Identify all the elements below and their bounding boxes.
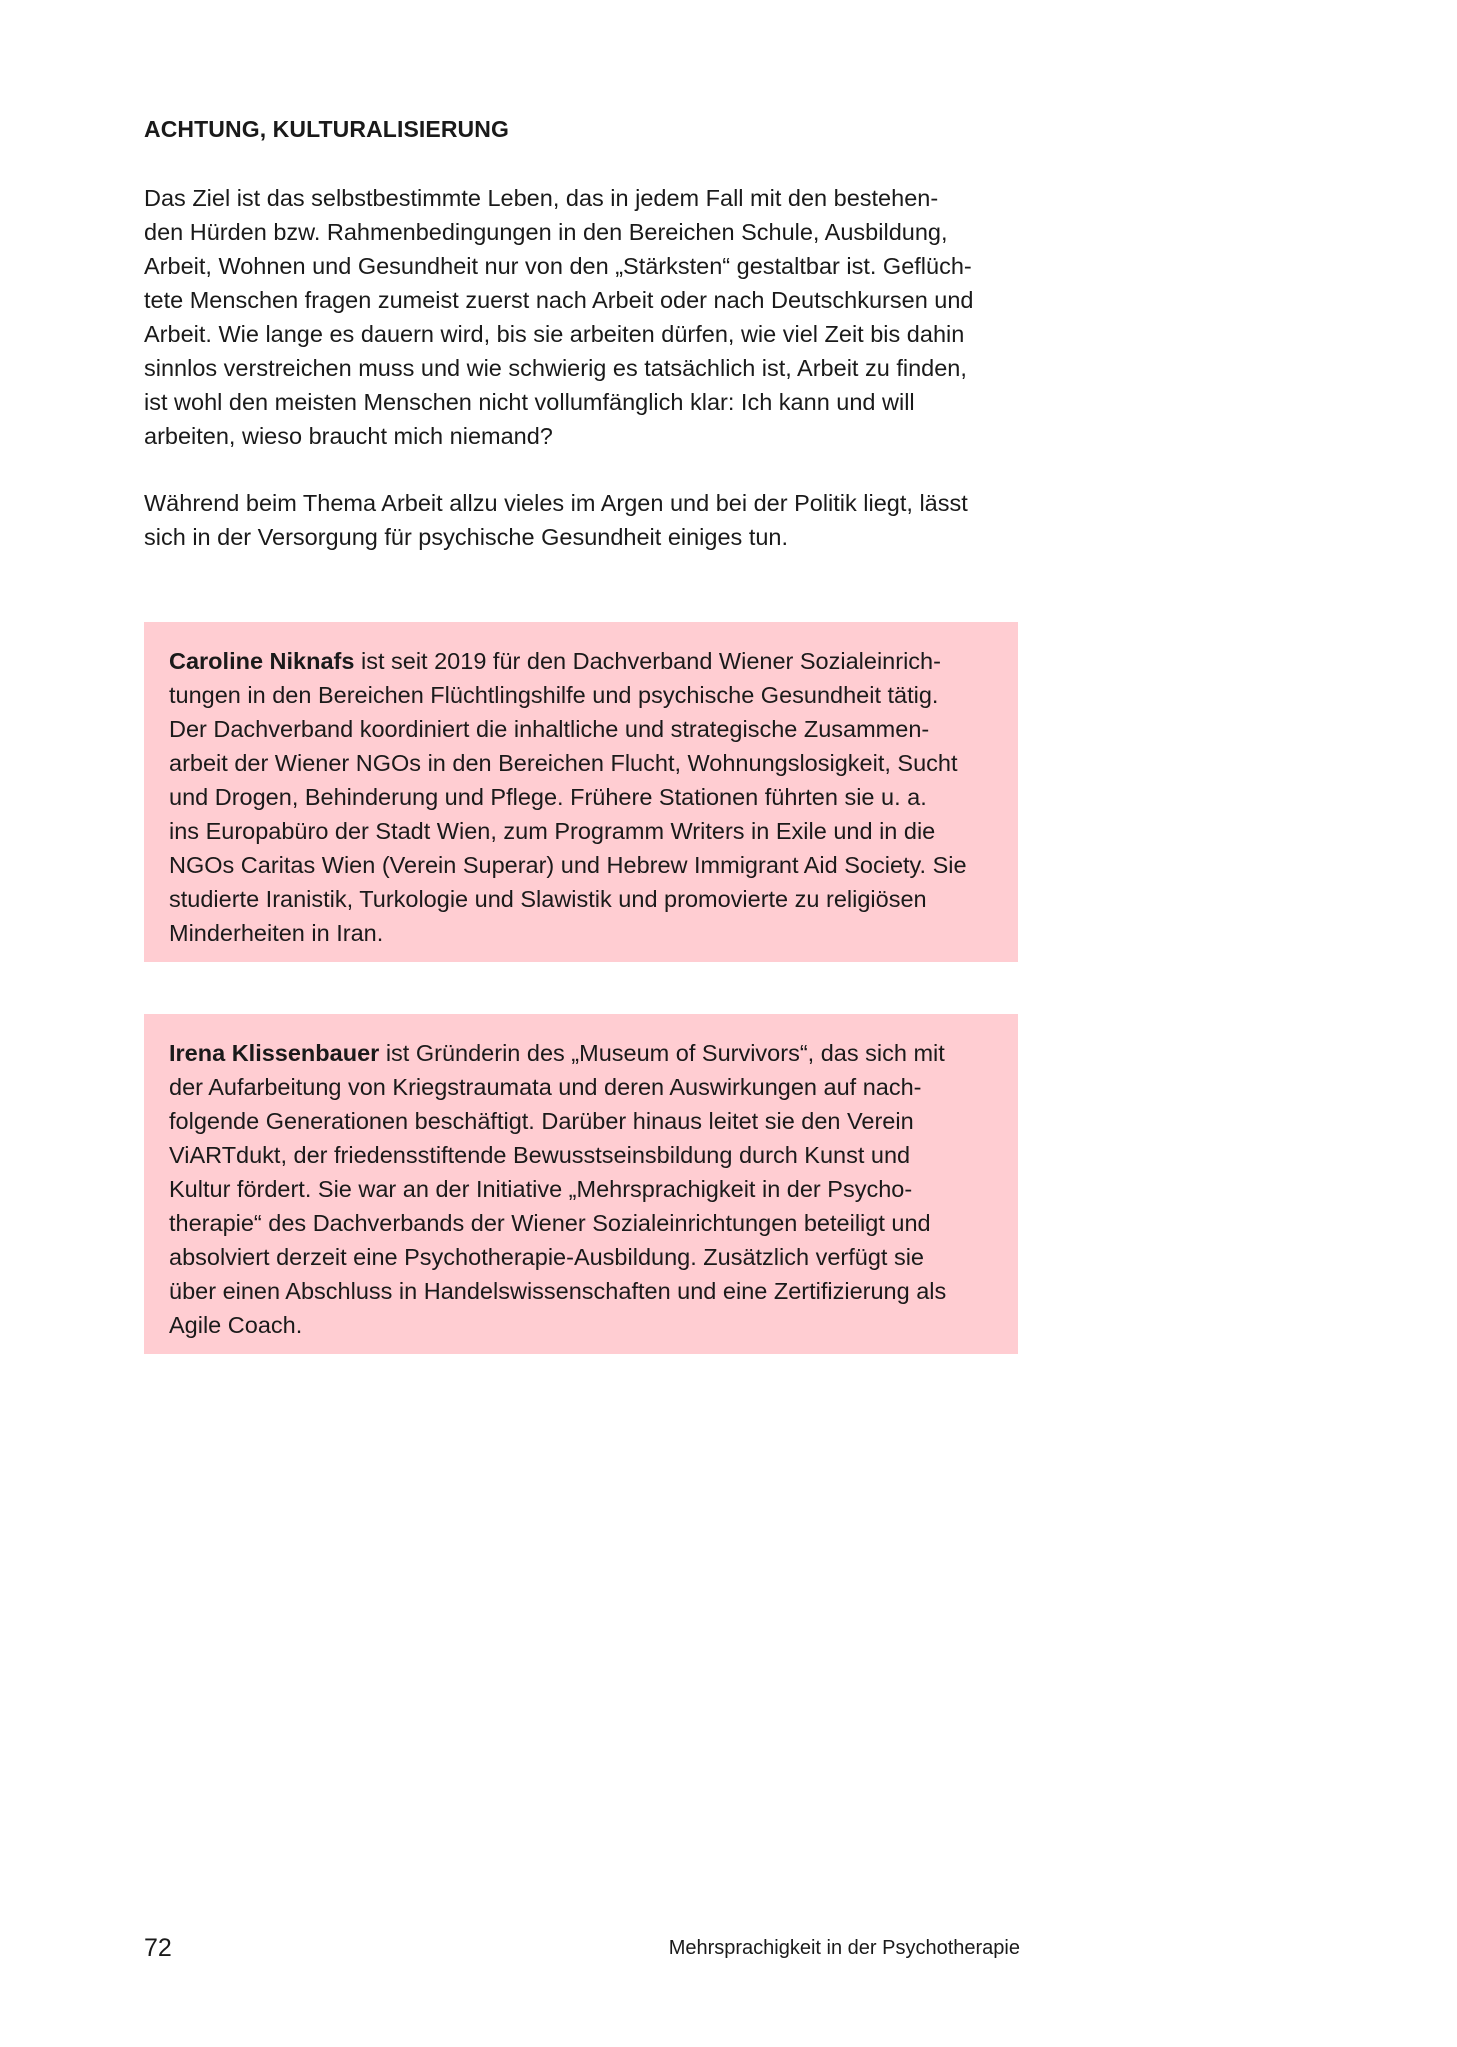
bio-line: absolviert derzeit eine Psychotherapie-Ausbildung. Zusätzlich verfügt sie	[169, 1244, 925, 1270]
bio-line: Agile Coach.	[169, 1312, 303, 1338]
bio-line: über einen Abschluss in Handelswissenschaften und eine Zertifizierung als	[169, 1278, 947, 1304]
bio-line: arbeit der Wiener NGOs in den Bereichen Flucht, Wohnungslosigkeit, Sucht	[169, 750, 958, 776]
paragraph-line: den Hürden bzw. Rahmenbedingungen in den Bereichen Schule, Ausbildung,	[144, 219, 948, 245]
author-bio-box-niknafs	[144, 622, 1018, 962]
bio-line: ViARTdukt, der friedensstiftende Bewusstseinsbildung durch Kunst und	[169, 1142, 911, 1168]
bio-line: therapie“ des Dachverbands der Wiener Sozialeinrichtungen beteiligt und	[169, 1210, 931, 1236]
bio-first-line	[169, 1036, 994, 1070]
paragraph-line: Während beim Thema Arbeit allzu vieles im Argen und bei der Politik liegt, lässt	[144, 490, 968, 516]
body-paragraph-2	[144, 486, 1024, 554]
section-heading: ACHTUNG, KULTURALISIERUNG	[144, 116, 509, 142]
bio-text: ist Gründerin des „Museum of Survivors“, das sich mit	[379, 1040, 945, 1066]
author-name: Caroline Niknafs	[169, 648, 355, 674]
paragraph-line: sich in der Versorgung für psychische Gesundheit einiges tun.	[144, 524, 789, 550]
paragraph-line: Arbeit, Wohnen und Gesundheit nur von den „Stärksten“ gestaltbar ist. Geflüch-	[144, 253, 972, 279]
bio-first-line	[169, 644, 994, 678]
paragraph-line: Arbeit. Wie lange es dauern wird, bis sie arbeiten dürfen, wie viel Zeit bis dahin	[144, 321, 965, 347]
page-number: 72	[144, 1934, 172, 1962]
publication-title: Mehrsprachigkeit in der Psychotherapie	[668, 1937, 1020, 1959]
bio-line: Der Dachverband koordiniert die inhaltliche und strategische Zusammen-	[169, 716, 930, 742]
body-paragraph-1	[144, 181, 1024, 453]
author-name: Irena Klissenbauer	[169, 1040, 380, 1066]
paragraph-line: Das Ziel ist das selbstbestimmte Leben, das in jedem Fall mit den bestehen-	[144, 185, 939, 211]
bio-line: folgende Generationen beschäftigt. Darüber hinaus leitet sie den Verein	[169, 1108, 914, 1134]
paragraph-line: sinnlos verstreichen muss und wie schwierig es tatsächlich ist, Arbeit zu finden,	[144, 355, 967, 381]
bio-line: tungen in den Bereichen Flüchtlingshilfe und psychische Gesundheit tätig.	[169, 682, 939, 708]
author-bio-box-klissenbauer	[144, 1014, 1018, 1354]
paragraph-line: arbeiten, wieso braucht mich niemand?	[144, 423, 553, 449]
bio-line: studierte Iranistik, Turkologie und Slawistik und promovierte zu religiösen	[169, 886, 927, 912]
bio-line: der Aufarbeitung von Kriegstraumata und deren Auswirkungen auf nach-	[169, 1074, 922, 1100]
bio-line: Minderheiten in Iran.	[169, 920, 384, 946]
bio-line: NGOs Caritas Wien (Verein Superar) und Hebrew Immigrant Aid Society. Sie	[169, 852, 967, 878]
paragraph-line: ist wohl den meisten Menschen nicht vollumfänglich klar: Ich kann und will	[144, 389, 915, 415]
bio-text: ist seit 2019 für den Dachverband Wiener Sozialeinrich-	[354, 648, 941, 674]
bio-line: und Drogen, Behinderung und Pflege. Frühere Stationen führten sie u. a.	[169, 784, 927, 810]
paragraph-line: tete Menschen fragen zumeist zuerst nach Arbeit oder nach Deutschkursen und	[144, 287, 974, 313]
bio-line: Kultur fördert. Sie war an der Initiative „Mehrsprachigkeit in der Psycho-	[169, 1176, 913, 1202]
bio-line: ins Europabüro der Stadt Wien, zum Programm Writers in Exile und in die	[169, 818, 936, 844]
